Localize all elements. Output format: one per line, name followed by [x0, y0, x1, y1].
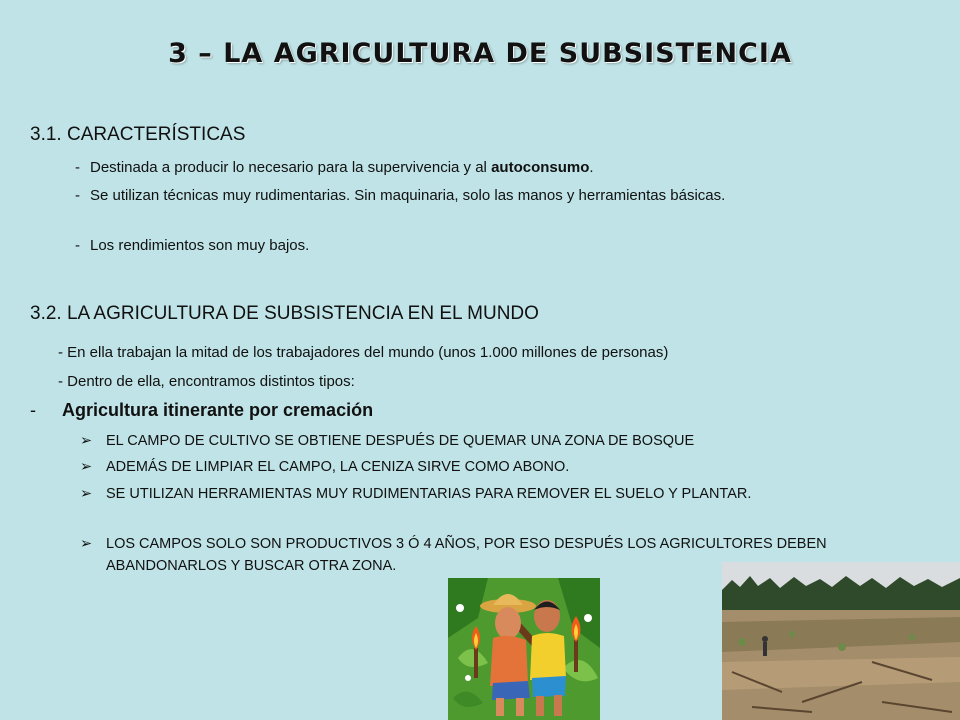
dash-marker: -	[75, 187, 80, 204]
world-line: - En ella trabajan la mitad de los trabajadores del mundo (unos 1.000 millones de personas)	[58, 344, 669, 361]
list-item-text: LOS CAMPOS SOLO SON PRODUCTIVOS 3 Ó 4 AÑOS, POR ESO DESPUÉS LOS AGRICULTORES DEBEN ABANDONARLOS Y BUSCAR OTRA ZONA.	[106, 536, 827, 574]
list-item-text: ADEMÁS DE LIMPIAR EL CAMPO, LA CENIZA SIRVE COMO ABONO.	[106, 459, 570, 475]
cleared-forest-photo	[722, 562, 960, 720]
dash-marker: -	[75, 237, 80, 254]
characteristic-bold-term: autoconsumo	[491, 159, 590, 176]
farmers-with-torches-illustration	[448, 578, 600, 720]
arrow-bullet-icon: ➢	[80, 536, 93, 552]
slide-title: 3 – LA AGRICULTURA DE SUBSISTENCIA	[168, 38, 792, 69]
characteristic-item	[75, 157, 850, 179]
list-item-text: SE UTILIZAN HERRAMIENTAS MUY RUDIMENTARIAS PARA REMOVER EL SUELO Y PLANTAR.	[106, 486, 752, 502]
list-item	[80, 456, 880, 478]
type-heading-text: Agricultura itinerante por cremación	[62, 400, 374, 420]
arrow-bullet-icon: ➢	[80, 433, 93, 449]
characteristic-period: .	[589, 159, 594, 176]
list-item	[80, 430, 880, 452]
arrow-bullet-icon: ➢	[80, 459, 93, 475]
characteristic-item	[75, 185, 830, 207]
characteristic-text: Los rendimientos son muy bajos.	[90, 237, 310, 254]
world-line: - Dentro de ella, encontramos distintos tipos:	[58, 373, 355, 390]
dash-marker: -	[30, 400, 36, 420]
characteristic-text: Destinada a producir lo necesario para la supervivencia y al	[90, 159, 492, 176]
dash-marker: -	[75, 159, 80, 176]
section-heading-world: 3.2. LA AGRICULTURA DE SUBSISTENCIA EN EL MUNDO	[30, 303, 539, 324]
characteristic-text: Se utilizan técnicas muy rudimentarias. Sin maquinaria, solo las manos y herramientas básicas.	[90, 187, 726, 204]
list-item-text: EL CAMPO DE CULTIVO SE OBTIENE DESPUÉS DE QUEMAR UNA ZONA DE BOSQUE	[106, 433, 695, 449]
section-heading-characteristics: 3.1. CARACTERÍSTICAS	[30, 124, 246, 145]
arrow-bullet-icon: ➢	[80, 486, 93, 502]
list-item	[80, 483, 870, 505]
type-heading	[30, 400, 373, 421]
characteristic-item	[75, 235, 850, 257]
